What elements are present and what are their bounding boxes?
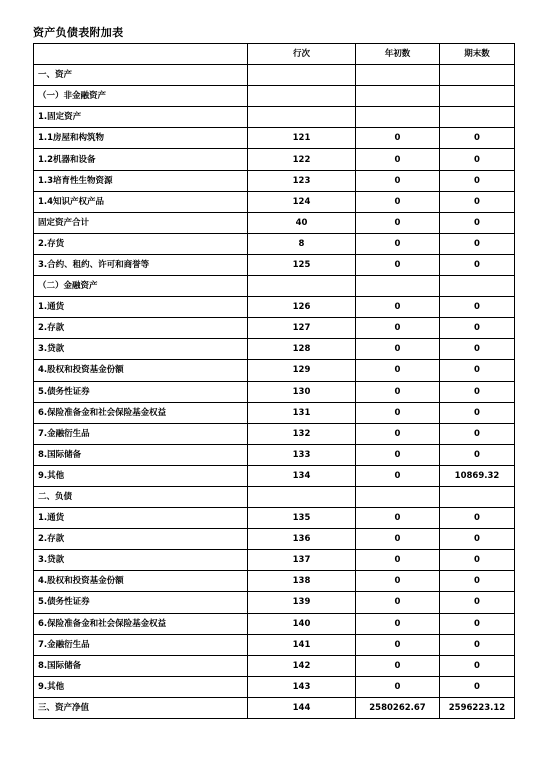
row-line-no: 136 xyxy=(248,529,356,550)
balance-sheet-table xyxy=(33,43,515,719)
row-beginning-balance: 0 xyxy=(356,571,440,592)
table-header-row xyxy=(34,44,515,65)
table-row xyxy=(34,381,515,402)
row-beginning-balance: 0 xyxy=(356,191,440,212)
row-ending-balance: 0 xyxy=(440,634,515,655)
row-line-no: 40 xyxy=(248,212,356,233)
row-ending-balance: 0 xyxy=(440,613,515,634)
row-label: 二、负债 xyxy=(34,486,248,507)
row-line-no: 132 xyxy=(248,423,356,444)
row-label: 1.固定资产 xyxy=(34,107,248,128)
row-label: 5.债务性证券 xyxy=(34,592,248,613)
row-label: 2.存款 xyxy=(34,529,248,550)
row-line-no: 138 xyxy=(248,571,356,592)
row-label: 1.1房屋和构筑物 xyxy=(34,128,248,149)
row-ending-balance: 2596223.12 xyxy=(440,697,515,718)
table-row xyxy=(34,486,515,507)
row-beginning-balance: 2580262.67 xyxy=(356,697,440,718)
row-ending-balance: 0 xyxy=(440,508,515,529)
row-beginning-balance: 0 xyxy=(356,465,440,486)
row-beginning-balance xyxy=(356,65,440,86)
row-label: 9.其他 xyxy=(34,676,248,697)
row-line-no: 123 xyxy=(248,170,356,191)
page-title: 资产负债表附加表 xyxy=(33,26,124,39)
row-line-no: 143 xyxy=(248,676,356,697)
row-ending-balance: 0 xyxy=(440,212,515,233)
row-ending-balance: 0 xyxy=(440,529,515,550)
row-label: 8.国际储备 xyxy=(34,655,248,676)
row-line-no: 122 xyxy=(248,149,356,170)
row-line-no: 126 xyxy=(248,297,356,318)
row-beginning-balance: 0 xyxy=(356,634,440,655)
row-line-no: 137 xyxy=(248,550,356,571)
row-label: 1.4知识产权产品 xyxy=(34,191,248,212)
table-row xyxy=(34,276,515,297)
row-beginning-balance: 0 xyxy=(356,655,440,676)
row-beginning-balance xyxy=(356,86,440,107)
row-label: 8.国际储备 xyxy=(34,444,248,465)
row-ending-balance xyxy=(440,86,515,107)
row-beginning-balance: 0 xyxy=(356,676,440,697)
row-beginning-balance: 0 xyxy=(356,613,440,634)
row-ending-balance: 0 xyxy=(440,360,515,381)
table-row xyxy=(34,212,515,233)
row-beginning-balance: 0 xyxy=(356,212,440,233)
table-row xyxy=(34,550,515,571)
table-row xyxy=(34,128,515,149)
row-line-no xyxy=(248,276,356,297)
row-ending-balance: 0 xyxy=(440,339,515,360)
row-label: （二）金融资产 xyxy=(34,276,248,297)
table-row xyxy=(34,86,515,107)
row-beginning-balance: 0 xyxy=(356,254,440,275)
table-row xyxy=(34,402,515,423)
row-ending-balance: 0 xyxy=(440,592,515,613)
table-row xyxy=(34,149,515,170)
table-row xyxy=(34,318,515,339)
row-beginning-balance: 0 xyxy=(356,233,440,254)
row-beginning-balance: 0 xyxy=(356,339,440,360)
row-ending-balance: 0 xyxy=(440,191,515,212)
table-row xyxy=(34,613,515,634)
row-line-no: 134 xyxy=(248,465,356,486)
row-ending-balance: 0 xyxy=(440,571,515,592)
table-row xyxy=(34,297,515,318)
row-label: 三、资产净值 xyxy=(34,697,248,718)
row-beginning-balance: 0 xyxy=(356,423,440,444)
row-line-no xyxy=(248,65,356,86)
table-row xyxy=(34,465,515,486)
row-ending-balance: 0 xyxy=(440,550,515,571)
row-beginning-balance: 0 xyxy=(356,508,440,529)
row-line-no: 144 xyxy=(248,697,356,718)
row-beginning-balance: 0 xyxy=(356,402,440,423)
row-ending-balance: 0 xyxy=(440,233,515,254)
row-label: 固定资产合计 xyxy=(34,212,248,233)
row-line-no xyxy=(248,486,356,507)
row-beginning-balance xyxy=(356,276,440,297)
table-row xyxy=(34,170,515,191)
row-beginning-balance: 0 xyxy=(356,128,440,149)
row-label: 1.2机器和设备 xyxy=(34,149,248,170)
row-line-no: 128 xyxy=(248,339,356,360)
table-row xyxy=(34,592,515,613)
row-label: 6.保险准备金和社会保险基金权益 xyxy=(34,613,248,634)
row-label: 4.股权和投资基金份额 xyxy=(34,571,248,592)
row-ending-balance: 0 xyxy=(440,381,515,402)
table-row xyxy=(34,634,515,655)
row-label: 3.合约、租约、许可和商誉等 xyxy=(34,254,248,275)
row-label: （一）非金融资产 xyxy=(34,86,248,107)
row-ending-balance xyxy=(440,486,515,507)
row-line-no: 127 xyxy=(248,318,356,339)
row-label: 7.金融衍生品 xyxy=(34,423,248,444)
table-row xyxy=(34,191,515,212)
row-ending-balance xyxy=(440,276,515,297)
row-line-no: 129 xyxy=(248,360,356,381)
row-ending-balance: 10869.32 xyxy=(440,465,515,486)
row-ending-balance xyxy=(440,107,515,128)
table-row xyxy=(34,676,515,697)
row-beginning-balance: 0 xyxy=(356,529,440,550)
table-row xyxy=(34,697,515,718)
row-beginning-balance: 0 xyxy=(356,318,440,339)
table-row xyxy=(34,107,515,128)
row-beginning-balance: 0 xyxy=(356,360,440,381)
row-ending-balance: 0 xyxy=(440,297,515,318)
row-label: 7.金融衍生品 xyxy=(34,634,248,655)
table-row xyxy=(34,423,515,444)
row-ending-balance: 0 xyxy=(440,402,515,423)
row-label: 6.保险准备金和社会保险基金权益 xyxy=(34,402,248,423)
row-line-no: 125 xyxy=(248,254,356,275)
row-line-no: 130 xyxy=(248,381,356,402)
row-label: 1.3培育性生物资源 xyxy=(34,170,248,191)
row-beginning-balance: 0 xyxy=(356,381,440,402)
row-label: 3.贷款 xyxy=(34,550,248,571)
row-line-no: 141 xyxy=(248,634,356,655)
row-ending-balance: 0 xyxy=(440,149,515,170)
row-line-no: 135 xyxy=(248,508,356,529)
table-row xyxy=(34,655,515,676)
table-row xyxy=(34,65,515,86)
row-ending-balance: 0 xyxy=(440,254,515,275)
row-label: 9.其他 xyxy=(34,465,248,486)
row-line-no: 131 xyxy=(248,402,356,423)
row-ending-balance: 0 xyxy=(440,128,515,149)
table-row xyxy=(34,360,515,381)
row-beginning-balance: 0 xyxy=(356,592,440,613)
row-line-no: 124 xyxy=(248,191,356,212)
row-beginning-balance: 0 xyxy=(356,550,440,571)
row-label: 1.通货 xyxy=(34,297,248,318)
row-ending-balance: 0 xyxy=(440,423,515,444)
row-label: 2.存货 xyxy=(34,233,248,254)
row-beginning-balance: 0 xyxy=(356,297,440,318)
table-row xyxy=(34,571,515,592)
row-ending-balance: 0 xyxy=(440,676,515,697)
row-ending-balance: 0 xyxy=(440,318,515,339)
row-line-no xyxy=(248,86,356,107)
row-label: 2.存款 xyxy=(34,318,248,339)
row-label: 4.股权和投资基金份额 xyxy=(34,360,248,381)
table-row xyxy=(34,254,515,275)
row-beginning-balance xyxy=(356,486,440,507)
table-row xyxy=(34,339,515,360)
header-item xyxy=(34,44,248,65)
row-label: 1.通货 xyxy=(34,508,248,529)
row-ending-balance: 0 xyxy=(440,444,515,465)
row-beginning-balance: 0 xyxy=(356,149,440,170)
row-label: 5.债务性证券 xyxy=(34,381,248,402)
row-beginning-balance xyxy=(356,107,440,128)
row-label: 3.贷款 xyxy=(34,339,248,360)
row-ending-balance: 0 xyxy=(440,170,515,191)
row-ending-balance xyxy=(440,65,515,86)
header-line-no: 行次 xyxy=(248,44,356,65)
row-beginning-balance: 0 xyxy=(356,170,440,191)
row-label: 一、资产 xyxy=(34,65,248,86)
table-row xyxy=(34,444,515,465)
row-ending-balance: 0 xyxy=(440,655,515,676)
table-row xyxy=(34,529,515,550)
row-line-no: 8 xyxy=(248,233,356,254)
row-beginning-balance: 0 xyxy=(356,444,440,465)
row-line-no: 121 xyxy=(248,128,356,149)
row-line-no xyxy=(248,107,356,128)
row-line-no: 142 xyxy=(248,655,356,676)
table-row xyxy=(34,233,515,254)
table-row xyxy=(34,508,515,529)
header-ending-balance: 期末数 xyxy=(440,44,515,65)
row-line-no: 139 xyxy=(248,592,356,613)
header-beginning-balance: 年初数 xyxy=(356,44,440,65)
row-line-no: 140 xyxy=(248,613,356,634)
row-line-no: 133 xyxy=(248,444,356,465)
